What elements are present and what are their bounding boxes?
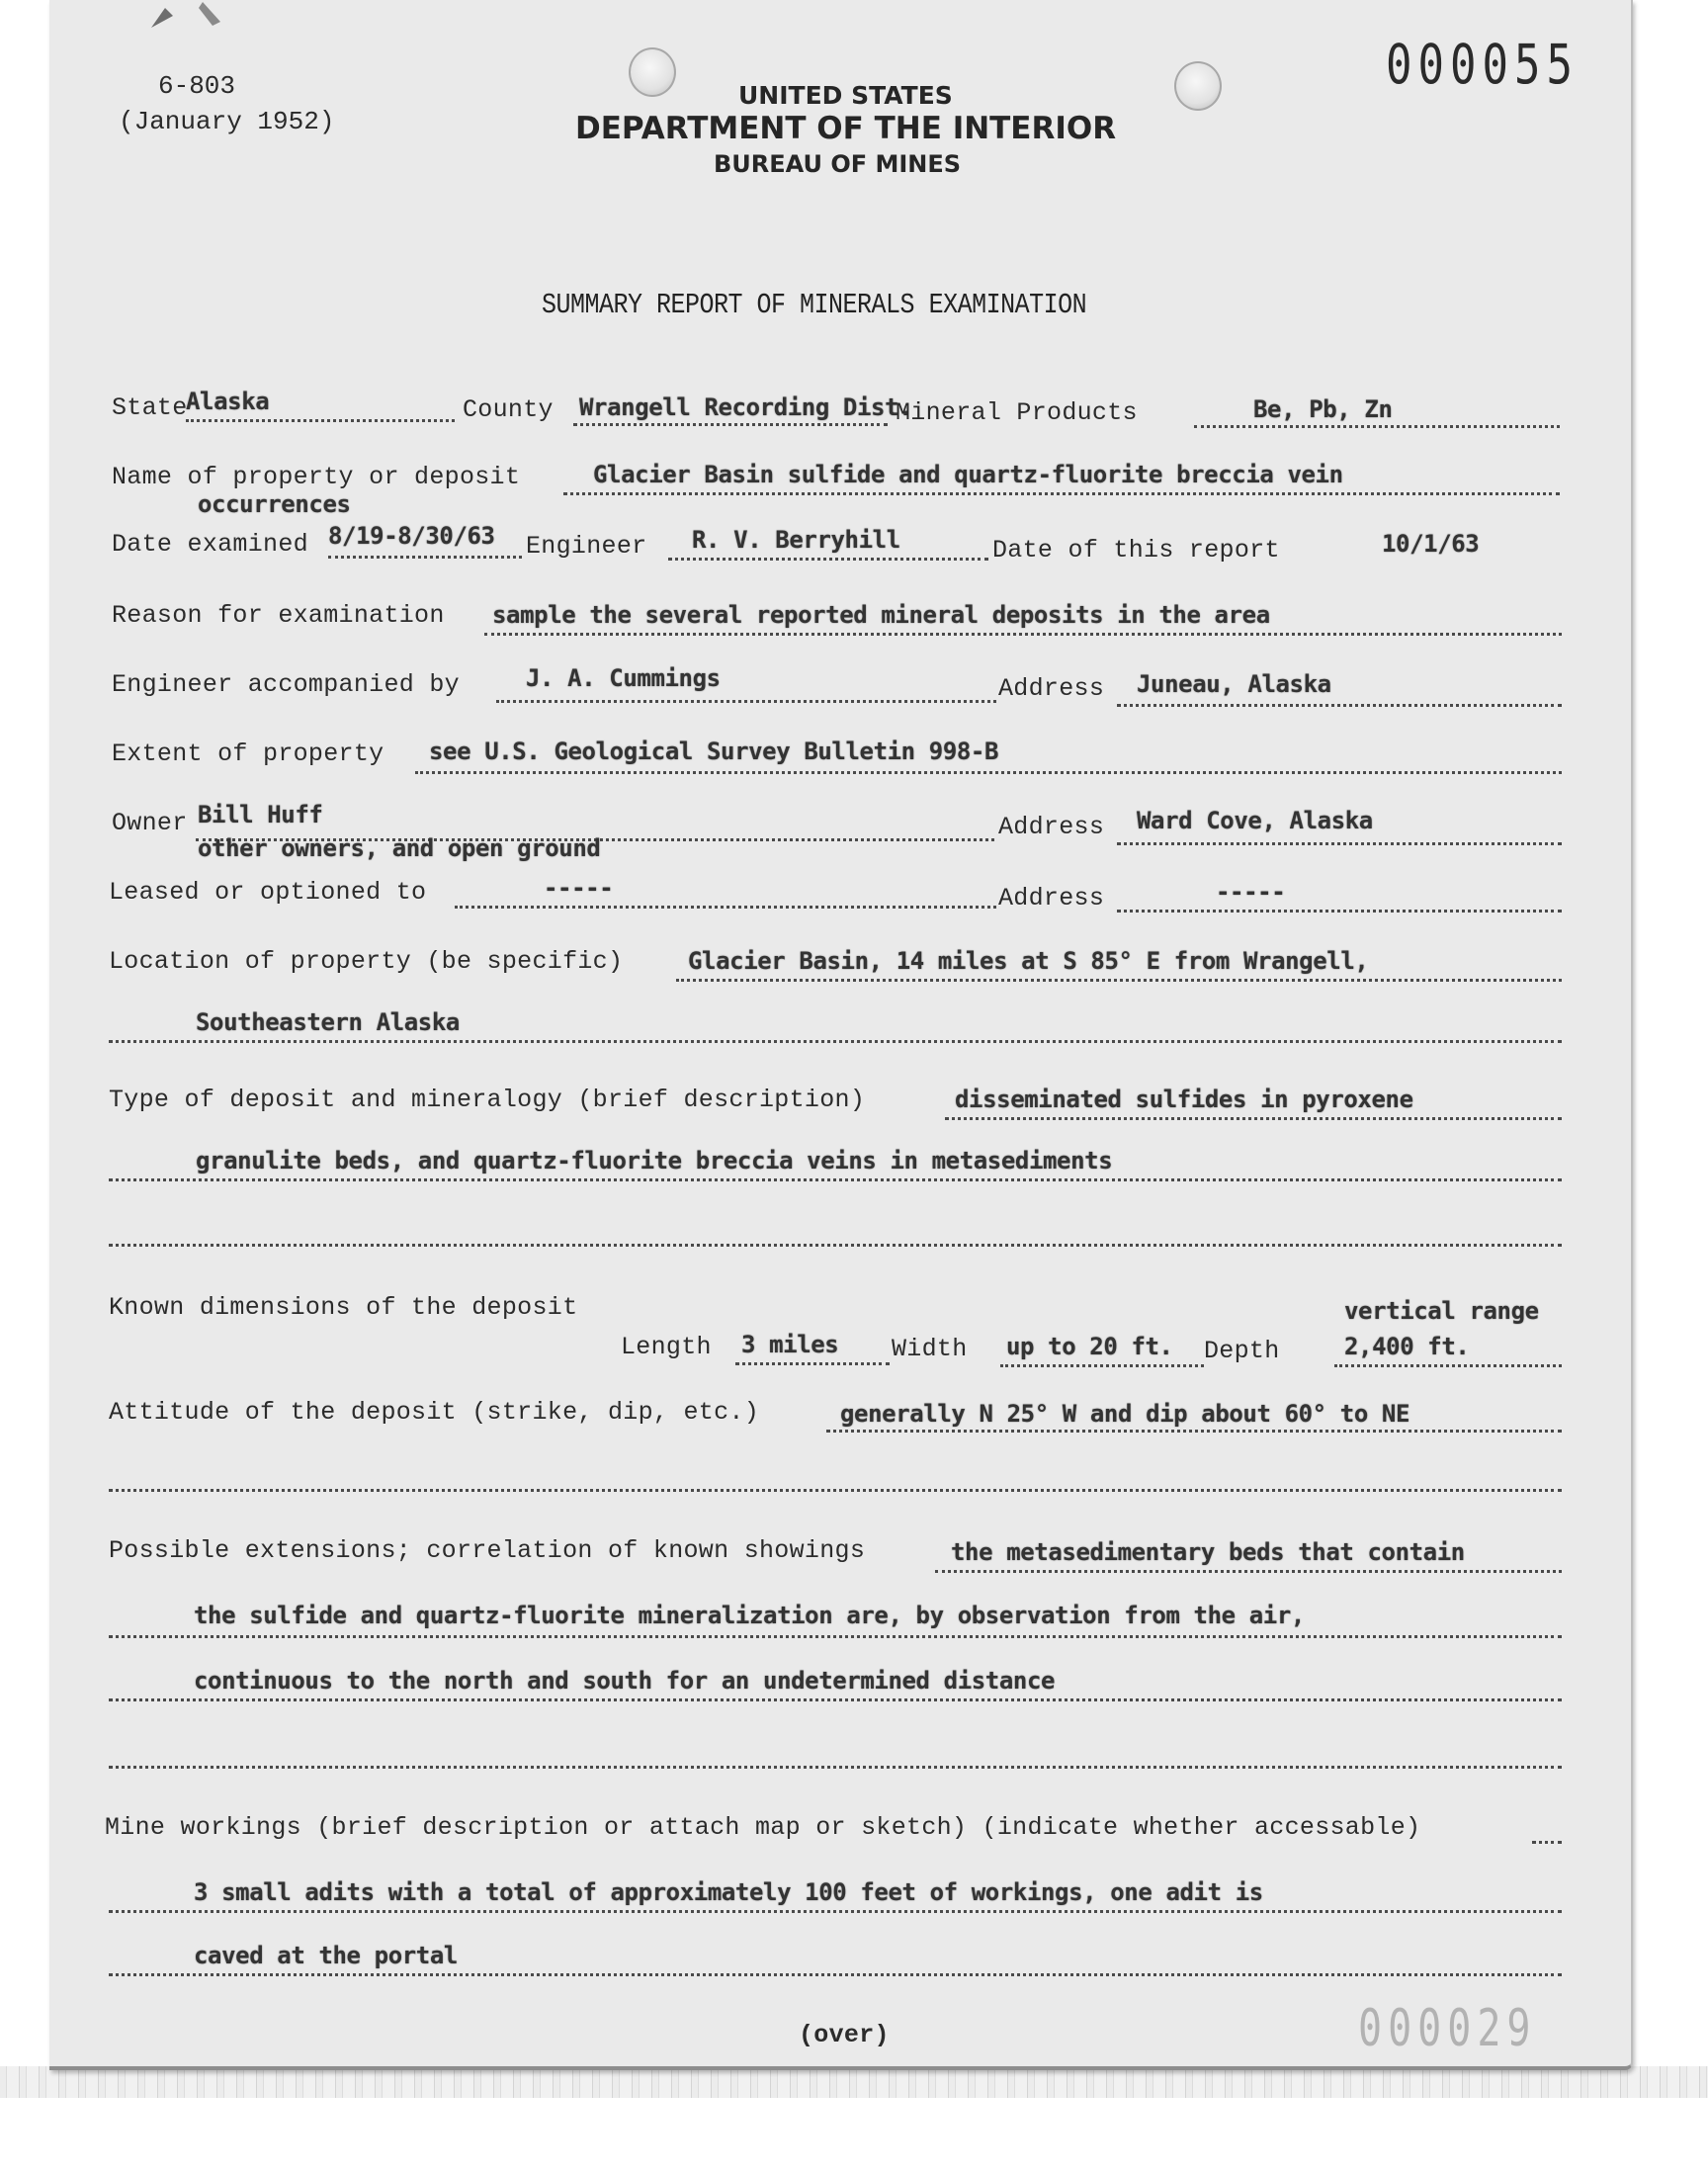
- over-label: (over): [799, 2021, 890, 2049]
- depth-field[interactable]: 2,400 ft.: [1344, 1333, 1470, 1360]
- scanner-edge: [0, 2066, 1708, 2098]
- engineer-underline: [668, 558, 988, 561]
- deposit-type-underline-2: [109, 1178, 1562, 1181]
- attitude-underline: [826, 1430, 1562, 1433]
- form-number: 6-803: [158, 71, 236, 101]
- deposit-type-field-line2[interactable]: granulite beds, and quartz-fluorite breccia veins in metasediments: [196, 1147, 1113, 1174]
- mine-workings-underline-3: [109, 1973, 1562, 1976]
- leased-underline: [455, 906, 996, 909]
- dimensions-label: Known dimensions of the deposit: [109, 1293, 578, 1322]
- extensions-field-line2[interactable]: the sulfide and quartz-fluorite mineralization are, by observation from the air,: [194, 1602, 1305, 1629]
- state-field[interactable]: Alaska: [186, 388, 270, 415]
- width-field[interactable]: up to 20 ft.: [1006, 1333, 1173, 1360]
- state-label: State: [112, 393, 188, 422]
- accompanied-address-label: Address: [998, 674, 1105, 703]
- length-field[interactable]: 3 miles: [741, 1331, 839, 1358]
- engineer-field[interactable]: R. V. Berryhill: [692, 526, 900, 554]
- county-label: County: [463, 395, 554, 424]
- agency-department: DEPARTMENT OF THE INTERIOR: [575, 111, 1117, 146]
- reason-underline: [484, 633, 1562, 636]
- punch-hole-left: [629, 47, 676, 97]
- location-underline: [676, 979, 1562, 982]
- form-sheet: [49, 0, 1633, 2070]
- mine-workings-underline-2: [109, 1910, 1562, 1913]
- extensions-field[interactable]: the metasedimentary beds that contain: [951, 1538, 1465, 1566]
- depth-note: vertical range: [1344, 1297, 1539, 1325]
- mine-workings-field-line2[interactable]: caved at the portal: [194, 1942, 458, 1969]
- mineral-products-label: Mineral Products: [896, 398, 1138, 427]
- reason-field[interactable]: sample the several reported mineral deposits in the area: [492, 601, 1270, 629]
- owner-field-line2[interactable]: other owners, and open ground: [198, 834, 601, 862]
- serial-number: 000055: [1386, 34, 1579, 97]
- property-name-field-line2[interactable]: occurrences: [198, 490, 351, 518]
- deposit-type-underline-3: [109, 1244, 1562, 1247]
- leased-field[interactable]: -----: [544, 874, 614, 902]
- form-date: (January 1952): [119, 107, 335, 136]
- attitude-underline-2: [109, 1489, 1562, 1492]
- length-label: Length: [621, 1333, 712, 1361]
- stamp-number: 000029: [1358, 1999, 1537, 2058]
- mineral-products-underline: [1194, 425, 1560, 428]
- mine-workings-label: Mine workings (brief description or attach map or sketch) (indicate whether accessable): [105, 1813, 1421, 1842]
- depth-label: Depth: [1204, 1337, 1280, 1365]
- accompanied-address-underline: [1117, 704, 1562, 707]
- leased-address-field[interactable]: -----: [1216, 878, 1286, 906]
- width-label: Width: [892, 1335, 968, 1363]
- extensions-underline-2: [109, 1635, 1562, 1638]
- report-date-field[interactable]: 10/1/63: [1382, 530, 1480, 558]
- owner-field[interactable]: Bill Huff: [198, 801, 323, 828]
- agency-country: UNITED STATES: [738, 81, 953, 110]
- extensions-underline-4: [109, 1766, 1562, 1769]
- location-field-line2[interactable]: Southeastern Alaska: [196, 1008, 460, 1036]
- deposit-type-underline: [945, 1117, 1562, 1120]
- accompanied-label: Engineer accompanied by: [112, 670, 460, 699]
- agency-bureau: BUREAU OF MINES: [714, 150, 962, 178]
- extent-underline: [415, 771, 1562, 774]
- report-title: SUMMARY REPORT OF MINERALS EXAMINATION: [542, 289, 1087, 322]
- reason-label: Reason for examination: [112, 601, 445, 630]
- property-name-underline: [563, 492, 1560, 495]
- leased-address-underline: [1117, 910, 1562, 913]
- engineer-label: Engineer: [526, 532, 647, 561]
- leased-label: Leased or optioned to: [109, 878, 427, 907]
- property-name-label: Name of property or deposit: [112, 463, 521, 491]
- accompanied-field[interactable]: J. A. Cummings: [526, 664, 721, 692]
- leased-address-label: Address: [998, 884, 1105, 913]
- date-examined-label: Date examined: [112, 530, 308, 559]
- owner-address-field[interactable]: Ward Cove, Alaska: [1137, 807, 1373, 834]
- staple-mark-icon: [143, 0, 232, 30]
- extent-field[interactable]: see U.S. Geological Survey Bulletin 998-B: [429, 738, 999, 765]
- extensions-underline: [935, 1570, 1562, 1573]
- extent-label: Extent of property: [112, 740, 384, 768]
- bleed-through-text: [109, 30, 123, 56]
- owner-address-label: Address: [998, 813, 1105, 841]
- property-name-field[interactable]: Glacier Basin sulfide and quartz-fluorite breccia vein: [593, 461, 1343, 488]
- owner-address-underline: [1117, 842, 1562, 845]
- state-underline: [186, 419, 455, 422]
- mineral-products-field[interactable]: Be, Pb, Zn: [1253, 395, 1393, 423]
- county-underline: [573, 423, 888, 426]
- width-underline: [1000, 1364, 1204, 1367]
- extensions-label: Possible extensions; correlation of known showings: [109, 1536, 866, 1565]
- date-examined-field[interactable]: 8/19-8/30/63: [328, 522, 495, 550]
- location-underline-2: [109, 1040, 1562, 1043]
- location-label: Location of property (be specific): [109, 947, 624, 976]
- extensions-underline-3: [109, 1698, 1562, 1701]
- report-date-label: Date of this report: [992, 536, 1280, 565]
- attitude-label: Attitude of the deposit (strike, dip, etc.): [109, 1398, 760, 1427]
- mine-workings-field[interactable]: 3 small adits with a total of approximately 100 feet of workings, one adit is: [194, 1878, 1263, 1906]
- location-field[interactable]: Glacier Basin, 14 miles at S 85° E from Wrangell,: [688, 947, 1369, 975]
- county-field[interactable]: Wrangell Recording Dist.: [579, 393, 913, 421]
- extensions-field-line3[interactable]: continuous to the north and south for an undetermined distance: [194, 1667, 1056, 1695]
- depth-underline: [1334, 1364, 1562, 1367]
- deposit-type-label: Type of deposit and mineralogy (brief description): [109, 1086, 866, 1114]
- deposit-type-field[interactable]: disseminated sulfides in pyroxene: [955, 1086, 1413, 1113]
- accompanied-address-field[interactable]: Juneau, Alaska: [1137, 670, 1331, 698]
- owner-label: Owner: [112, 809, 188, 837]
- mine-workings-underline: [1532, 1841, 1562, 1844]
- date-examined-underline: [328, 556, 522, 559]
- length-underline: [735, 1362, 890, 1365]
- accompanied-underline: [496, 700, 996, 703]
- attitude-field[interactable]: generally N 25° W and dip about 60° to NE: [840, 1400, 1410, 1428]
- punch-hole-right: [1174, 61, 1222, 111]
